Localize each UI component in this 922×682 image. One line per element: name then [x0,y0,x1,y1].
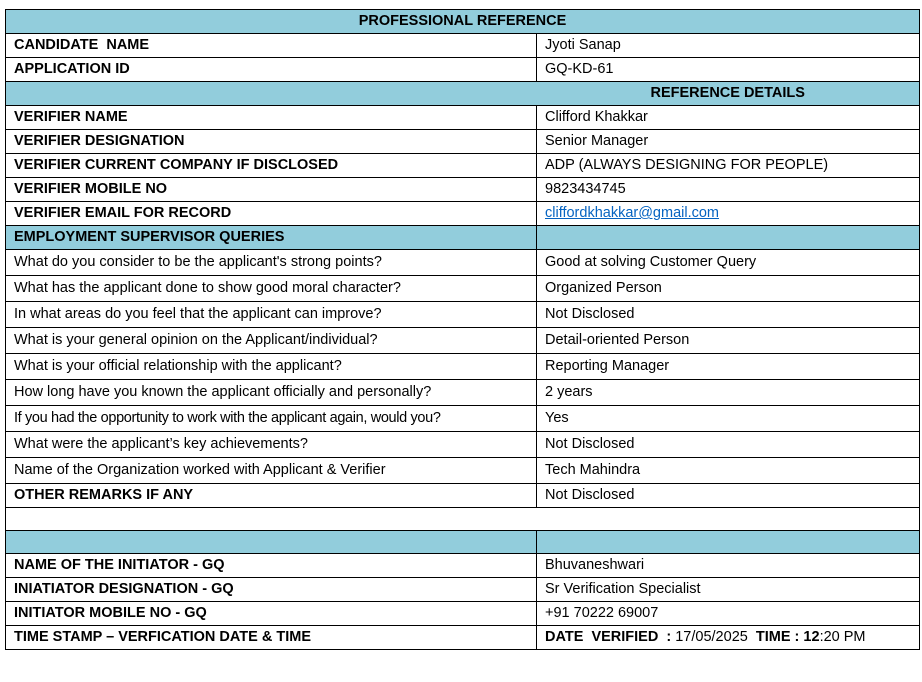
table-row [6,202,920,226]
initiator-name-value: Bhuvaneshwari [537,554,920,578]
query-answer: Detail-oriented Person [537,328,920,354]
queries-header: EMPLOYMENT SUPERVISOR QUERIES [6,226,537,250]
remarks-label: OTHER REMARKS IF ANY [6,484,537,508]
table-row [6,154,920,178]
initiator-header-row [6,531,920,554]
verifier-designation-label: VERIFIER DESIGNATION [6,130,537,154]
initiator-mobile-value: +91 70222 69007 [537,602,920,626]
initiator-header-left [6,531,537,554]
verifier-designation-value: Senior Manager [537,130,920,154]
application-id-label: APPLICATION ID [6,58,537,82]
time-rest: :20 PM [819,629,866,645]
spacer-row [6,508,920,531]
table-row [6,34,920,58]
table-row [6,554,920,578]
candidate-name-value: Jyoti Sanap [537,34,920,58]
query-answer: Good at solving Customer Query [537,250,920,276]
verifier-name-value: Clifford Khakkar [537,106,920,130]
query-answer: Yes [537,406,920,432]
verifier-email-link[interactable]: cliffordkhakkar@gmail.com [545,205,720,221]
query-question: What is your official relationship with the applicant? [6,354,537,380]
query-row [6,458,920,484]
query-row [6,250,920,276]
table-row [6,484,920,508]
time-label: TIME : [755,629,804,645]
verifier-mobile-value: 9823434745 [537,178,920,202]
date-verified-label: DATE VERIFIED : [545,629,672,645]
query-question: What do you consider to be the applicant's strong points? [6,250,537,276]
table-row [6,626,920,650]
query-question: How long have you known the applicant officially and personally? [6,380,537,406]
verifier-name-label: VERIFIER NAME [6,106,537,130]
query-row [6,432,920,458]
query-row [6,354,920,380]
query-answer: Not Disclosed [537,432,920,458]
title-row [6,10,920,34]
candidate-name-label: CANDIDATE NAME [6,34,537,58]
initiator-header-right [537,531,920,554]
table-row [6,602,920,626]
initiator-mobile-label: INITIATOR MOBILE NO - GQ [6,602,537,626]
table-row [6,578,920,602]
queries-header-empty [537,226,920,250]
table-row [6,130,920,154]
verifier-company-label: VERIFIER CURRENT COMPANY IF DISCLOSED [6,154,537,178]
verifier-company-value: ADP (ALWAYS DESIGNING FOR PEOPLE) [537,154,920,178]
verifier-email-cell [537,202,920,226]
reference-details-header [6,82,920,106]
timestamp-value [537,626,920,650]
reference-details-title: REFERENCE DETAILS [650,85,805,101]
table-row [6,58,920,82]
timestamp-label: TIME STAMP – VERFICATION DATE & TIME [6,626,537,650]
professional-reference-table [5,9,920,650]
query-row [6,380,920,406]
page-title: PROFESSIONAL REFERENCE [6,10,920,34]
table-row [6,106,920,130]
reference-details-header-row [6,82,920,106]
query-answer: Organized Person [537,276,920,302]
query-question: Name of the Organization worked with Applicant & Verifier [6,458,537,484]
remarks-value: Not Disclosed [537,484,920,508]
query-answer: Tech Mahindra [537,458,920,484]
query-answer: 2 years [537,380,920,406]
query-question: What is your general opinion on the Applicant/individual? [6,328,537,354]
verifier-email-label: VERIFIER EMAIL FOR RECORD [6,202,537,226]
initiator-designation-value: Sr Verification Specialist [537,578,920,602]
table-row [6,178,920,202]
time-hour: 12 [803,629,820,645]
query-row [6,302,920,328]
query-row [6,406,920,432]
date-verified-value: 17/05/2025 [671,629,756,645]
initiator-designation-label: INIATIATOR DESIGNATION - GQ [6,578,537,602]
spacer-cell [6,508,920,531]
query-answer: Reporting Manager [537,354,920,380]
query-question: In what areas do you feel that the applicant can improve? [6,302,537,328]
queries-header-row [6,226,920,250]
query-answer: Not Disclosed [537,302,920,328]
query-row [6,276,920,302]
query-row [6,328,920,354]
query-question: What has the applicant done to show good moral character? [6,276,537,302]
application-id-value: GQ-KD-61 [537,58,920,82]
query-question: If you had the opportunity to work with the applicant again, would you? [6,406,537,432]
verifier-mobile-label: VERIFIER MOBILE NO [6,178,537,202]
initiator-name-label: NAME OF THE INITIATOR - GQ [6,554,537,578]
query-question: What were the applicant’s key achievements? [6,432,537,458]
